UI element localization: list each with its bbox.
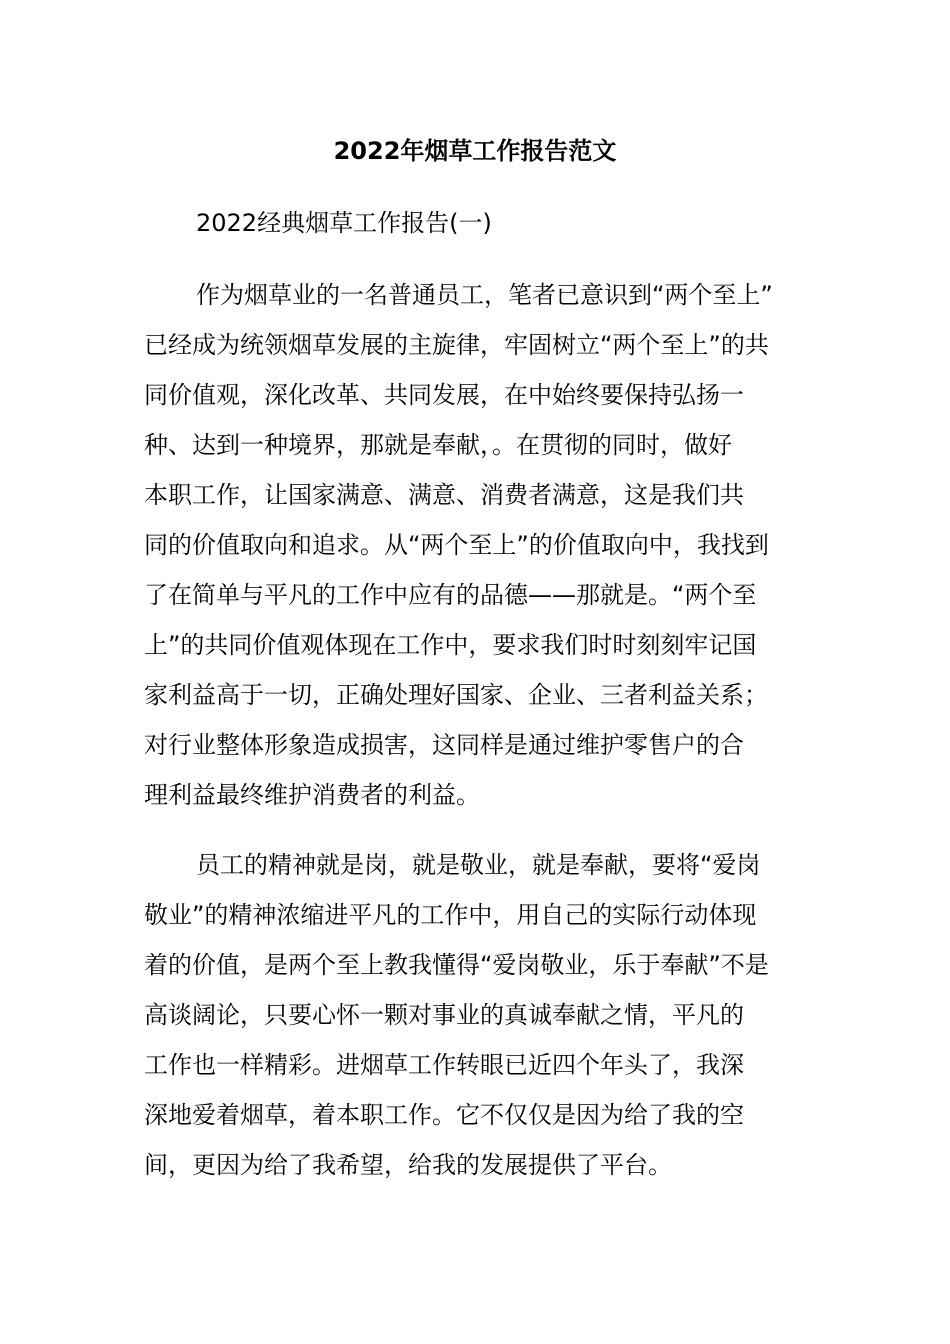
paragraph-line: 高谈阔论，只要心怀一颗对事业的真诚奉献之情，平凡的 (144, 1001, 744, 1029)
paragraph-line: 间，更因为给了我希望，给我的发展提供了平台。 (144, 1151, 672, 1179)
paragraph-line: 上”的共同价值观体现在工作中，要求我们时时刻刻牢记国 (144, 631, 757, 659)
paragraph-line: 工作也一样精彩。进烟草工作转眼已近四个年头了，我深 (144, 1051, 744, 1079)
paragraph-line: 着的价值，是两个至上教我懂得“爱岗敬业，乐于奉献”不是 (144, 951, 769, 979)
paragraph-line: 敬业”的精神浓缩进平凡的工作中，用自己的实际行动体现 (144, 901, 757, 929)
paragraph-line: 已经成为统领烟草发展的主旋律，牢固树立“两个至上”的共 (144, 331, 769, 359)
paragraph-line: 了在简单与平凡的工作中应有的品德——那就是。“两个至 (144, 581, 757, 609)
paragraph-1 (144, 270, 812, 820)
paragraph-line: 对行业整体形象造成损害，这同样是通过维护零售户的合 (144, 731, 744, 759)
paragraph-line: 种、达到一种境界，那就是奉献，。在贯彻的同时，做好 (144, 431, 732, 459)
document-title: 2022年烟草工作报告范文 (333, 137, 617, 165)
paragraph-line: 作为烟草业的一名普通员工，笔者已意识到“两个至上” (196, 281, 773, 309)
paragraph-line: 理利益最终维护消费者的利益。 (144, 781, 480, 809)
paragraph-line: 深地爱着烟草，着本职工作。它不仅仅是因为给了我的空 (144, 1101, 744, 1129)
paragraph-line: 家利益高于一切，正确处理好国家、企业、三者利益关系； (144, 681, 768, 709)
document-subtitle: 2022经典烟草工作报告(一) (196, 209, 492, 237)
paragraph-2 (144, 840, 812, 1190)
paragraph-line: 同价值观，深化改革、共同发展，在中始终要保持弘扬一 (144, 381, 744, 409)
paragraph-line: 同的价值取向和追求。从“两个至上”的价值取向中，我找到 (144, 531, 769, 559)
paragraph-line: 本职工作，让国家满意、满意、消费者满意，这是我们共 (144, 481, 744, 509)
paragraph-line: 员工的精神就是岗，就是敬业，就是奉献，要将“爱岗 (196, 851, 761, 879)
